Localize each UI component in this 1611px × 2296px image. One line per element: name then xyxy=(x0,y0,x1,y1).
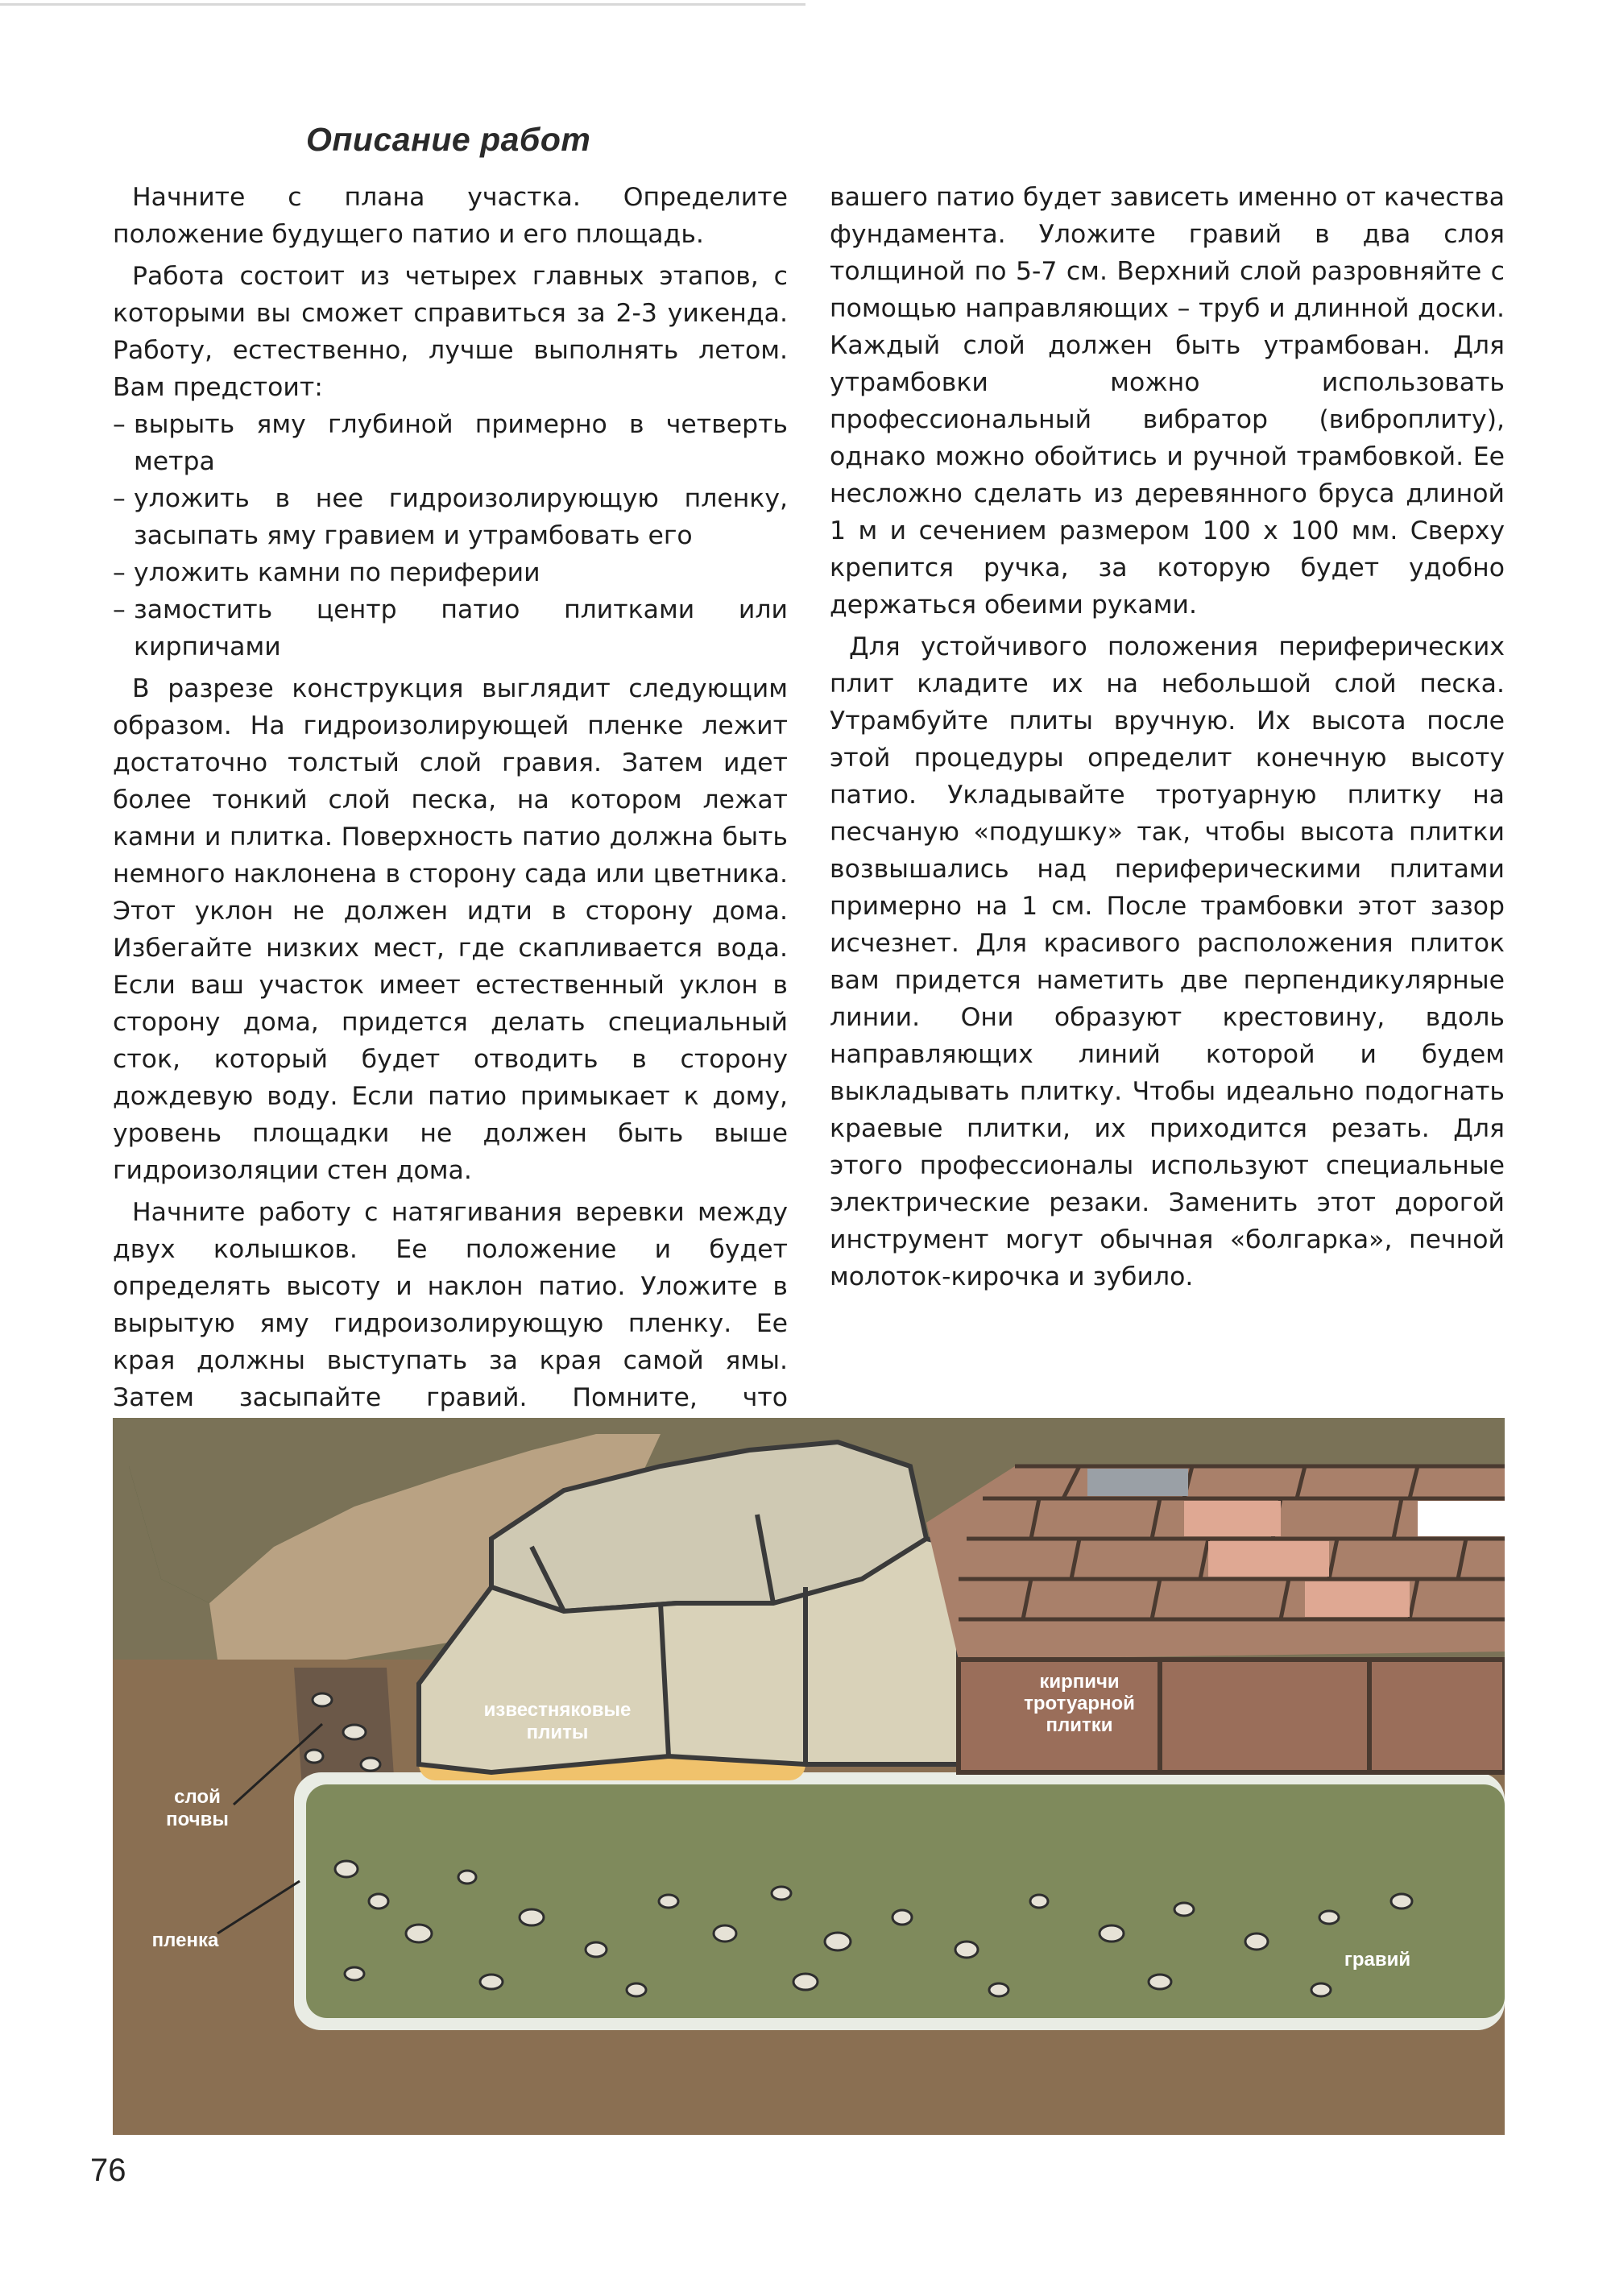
white-paving-tile xyxy=(1418,1501,1505,1536)
top-rule xyxy=(0,3,806,6)
patio-cross-section-illustration xyxy=(113,1418,1505,2135)
step-item: – уложить камни по периферии xyxy=(113,554,788,591)
grey-paving-tile xyxy=(1087,1469,1188,1496)
start-paragraph: Начните работу с натягивания веревки между двух колышков. Ее положение и будет определять высоту и наклон патио. Уложите в вырытую яму гидроизолирующую пленку. Ее края должны выступать за края самой ямы. Затем засыпайте гравий. Помните, что xyxy=(113,1198,788,1412)
limestone-label: плиты xyxy=(526,1722,589,1743)
continuation-paragraph: вашего патио будет зависеть именно от качества фундамента. Уложите гравий в два слоя толщиной по 5-7 см. Верхний слой разровняйте с помощью направляющих – труб и длинной доски. Каждый слой должен быть утрамбован. Для утрамбовки можно использовать профессиональный вибратор (виброплиту), однако можно обойтись и ручной трамбовкой. Ее несложно сделать из деревянного бруса длиной 1 м и сечением размером 100 х 100 мм. Сверху крепится ручка, за которую будет удобно держаться обеими руками. xyxy=(830,183,1505,620)
left-column xyxy=(113,179,788,1453)
step-item: – уложить в нее гидроизолирующую пленку, засыпать яму гравием и утрамбовать его xyxy=(113,480,788,554)
bricks-label: тротуарной xyxy=(1024,1693,1135,1714)
periphery-paragraph: Для устойчивого положения периферических плит кладите их на небольшой слой песка. Утрамбуйте плиты вручную. Их высота после этой процедуры определит конечную высоту патио. Укладывайте тротуарную плитку на песчаную «подушку» так, чтобы высота плитки возвышались над периферическими плитами примерно на 1 см. После трамбовки этот зазор исчезнет. Для красивого расположения плиток вам придется наметить две перпендикулярные линии. Они образуют крестовину, вдоль направляющих линий которой и будем выкладывать плитку. Чтобы идеально подогнать краевые плитки, их приходится резать. Для этого профессионалы используют специальные электрические резаки. Заменить этот дорогой инструмент могут обычная «болгарка», печной молоток-кирочка и зубило. xyxy=(830,632,1505,1291)
pink-paving-tile xyxy=(1208,1541,1329,1577)
limestone-label: известняковые xyxy=(483,1699,632,1721)
section-paragraph: В разрезе конструкция выглядит следующим образом. На гидроизолирующей пленке лежит достаточно толстый слой гравия. Затем идет более тонкий слой песка, на котором лежат камни и плитка. Поверхность патио должна быть немного наклонена в сторону сада или цветника. Этот уклон не должен идти в сторону дома. Избегайте низких мест, где скапливается вода. Если ваш участок имеет естественный уклон в сторону дома, придется делать специальный сток, который будет отводить в сторону дождевую воду. Если патио примыкает к дому, уровень площадки не должен быть выше гидроизоляции стен дома. xyxy=(113,674,788,1185)
soil-label: слой xyxy=(174,1786,221,1808)
right-column xyxy=(830,179,1505,1295)
cross-section-drawing xyxy=(113,1418,1505,2135)
section-heading: Описание работ xyxy=(306,121,591,158)
bricks-label: плитки xyxy=(1046,1714,1113,1736)
bricks-label: кирпичи xyxy=(1039,1671,1120,1693)
stages-paragraph: Работа состоит из четырех главных этапов, с которыми вы сможет справиться за 2-3 уикенда. Работу, естественно, лучше выполнять летом. Вам предстоит: xyxy=(113,262,788,402)
soil-label: почвы xyxy=(166,1809,229,1830)
steps-list xyxy=(113,406,788,665)
gravel-label: гравий xyxy=(1344,1949,1411,1971)
pink-paving-tile xyxy=(1184,1501,1281,1536)
intro-paragraph: Начните с плана участка. Определите положение будущего патио и его площадь. xyxy=(113,183,788,249)
pink-paving-tile xyxy=(1305,1581,1410,1617)
step-item: – замостить центр патио плитками или кирпичами xyxy=(113,591,788,665)
film-label: пленка xyxy=(151,1929,219,1951)
page-number: 76 xyxy=(90,2153,126,2188)
step-item: – вырыть яму глубиной примерно в четверть метра xyxy=(113,406,788,480)
